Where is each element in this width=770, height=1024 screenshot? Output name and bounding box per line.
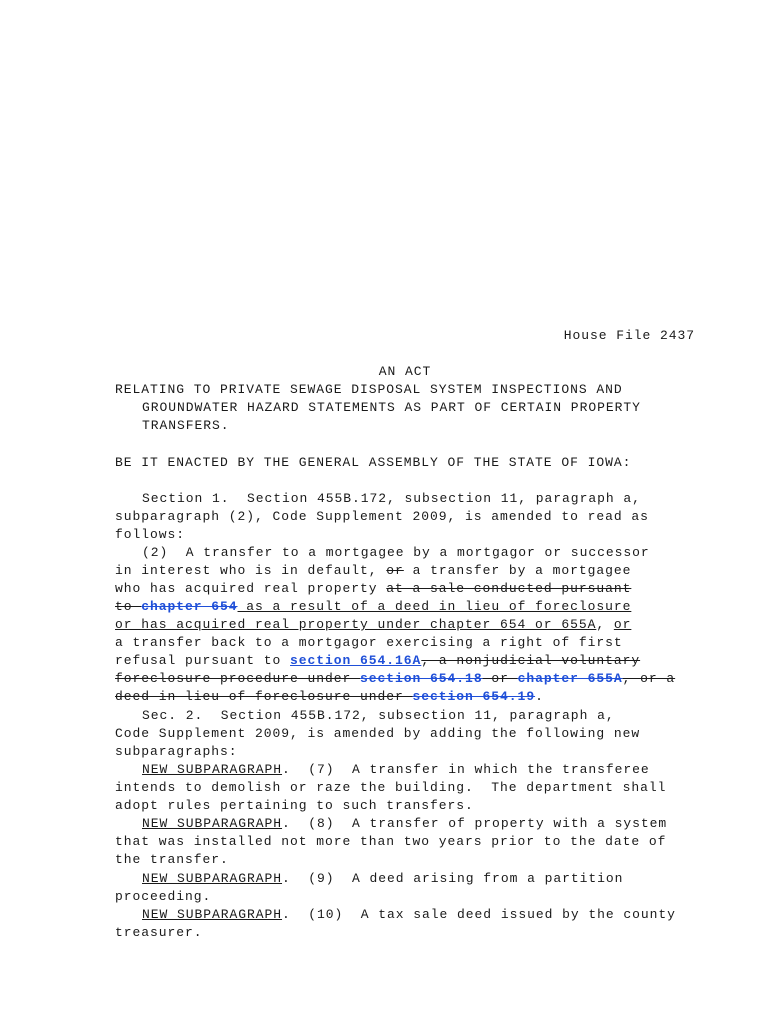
new-subparagraph-8 [142,815,722,833]
section1-intro-line-3: follows: [115,527,186,542]
link-section-654-19[interactable]: section 654.19 [412,689,536,704]
new-subparagraph-10-line-2: treasurer. [115,925,203,940]
section1-text-line-6: a transfer back to a mortgagor exercising a right of first [115,635,623,650]
plain-text: . (8) A transfer of property with a system [282,816,668,831]
plain-text: . (9) A deed arising from a partition [282,871,624,886]
new-subparagraph-label: NEW SUBPARAGRAPH [142,816,283,831]
plain-text: who has acquired real property [115,581,387,596]
new-subparagraph-10 [142,906,722,924]
plain-text: . (7) A transfer in which the transferee [282,762,650,777]
section2-intro-line-3: subparagraphs: [115,744,238,759]
section1-text-line-7 [115,652,695,670]
section1-text-line-8 [115,670,695,688]
plain-text: . [535,689,544,704]
section1-intro-line-1: Section 1. Section 455B.172, subsection 11, paragraph a, [142,491,641,506]
struck-text: foreclosure procedure under [115,671,361,686]
plain-text: a transfer by a mortgagee [403,563,632,578]
new-subparagraph-label: NEW SUBPARAGRAPH [142,762,283,777]
bill-number: House File 2437 [563,328,695,343]
link-chapter-654[interactable]: chapter 654 [141,599,238,614]
new-subparagraph-7-line-2: intends to demolish or raze the building. The department shall [115,780,667,795]
new-subparagraph-label: NEW SUBPARAGRAPH [142,871,283,886]
struck-text: or [386,563,404,578]
inserted-text: or has acquired real property under chapter 654 or 655A [115,617,597,632]
struck-text: deed in lieu of foreclosure under [115,689,413,704]
new-subparagraph-8-line-2: that was installed not more than two years prior to the date of [115,834,667,849]
title-line-1: RELATING TO PRIVATE SEWAGE DISPOSAL SYSTEM INSPECTIONS AND [115,382,623,397]
struck-text: , or a [622,671,676,686]
new-subparagraph-9 [142,870,722,888]
new-subparagraph-8-line-3: the transfer. [115,852,229,867]
enacting-clause: BE IT ENACTED BY THE GENERAL ASSEMBLY OF THE STATE OF IOWA: [115,455,632,470]
struck-text: , a nonjudicial voluntary [421,653,641,668]
struck-text: at a sale conducted pursuant [386,581,632,596]
act-heading: AN ACT [378,364,432,379]
new-subparagraph-7-line-3: adopt rules pertaining to such transfers. [115,798,474,813]
section1-text-line-2 [115,562,695,580]
new-subparagraph-label: NEW SUBPARAGRAPH [142,907,283,922]
new-subparagraph-7 [142,761,722,779]
section1-text-line-4 [115,598,695,616]
title-line-3: TRANSFERS. [142,418,230,433]
section2-intro-line-2: Code Supplement 2009, is amended by adding the following new [115,726,641,741]
inserted-text: or [613,617,632,632]
section1-text-line-9 [115,688,695,706]
title-line-2: GROUNDWATER HAZARD STATEMENTS AS PART OF CERTAIN PROPERTY [142,400,641,415]
struck-text: or [482,671,518,686]
struck-text: to [115,599,142,614]
section1-text-line-3 [115,580,695,598]
section1-text-line-1: (2) A transfer to a mortgagee by a mortgagor or successor [142,545,650,560]
link-section-654-18[interactable]: section 654.18 [360,671,483,686]
section1-intro-line-2: subparagraph (2), Code Supplement 2009, is amended to read as [115,509,649,524]
plain-text: , [596,617,614,632]
plain-text: . (10) A tax sale deed issued by the county [282,907,676,922]
section2-intro-line-1: Sec. 2. Section 455B.172, subsection 11, paragraph a, [142,708,615,723]
new-subparagraph-9-line-2: proceeding. [115,889,212,904]
section1-text-line-5 [115,616,695,634]
inserted-text: as a result of a deed in lieu of foreclosure [237,599,632,614]
link-section-654-16a[interactable]: section 654.16A [290,653,422,668]
link-chapter-655a[interactable]: chapter 655A [517,671,623,686]
plain-text: refusal pursuant to [115,653,291,668]
plain-text: in interest who is in default, [115,563,387,578]
